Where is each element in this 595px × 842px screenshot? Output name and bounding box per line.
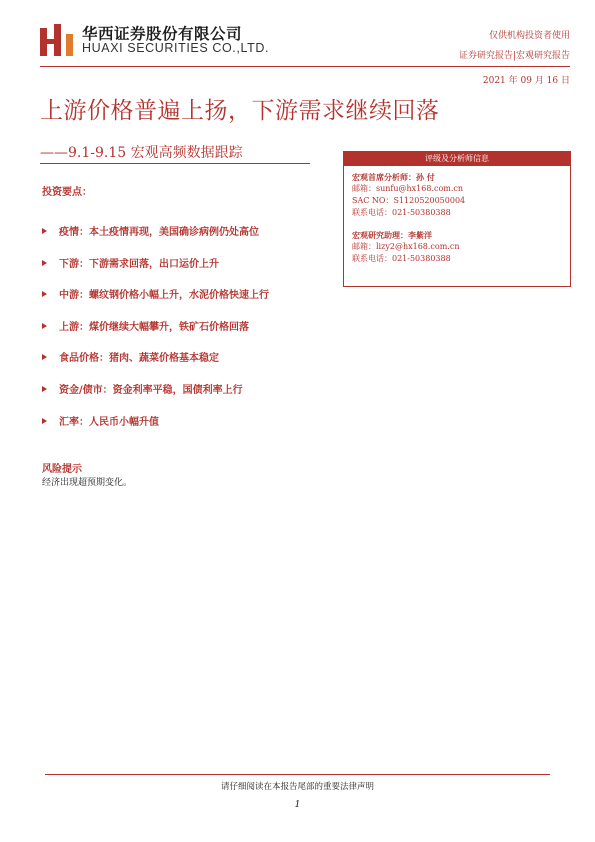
report-date: 2021 年 09 月 16 日 (482, 76, 570, 86)
report-title: 上游价格普遍上扬，下游需求继续回落 (40, 98, 440, 124)
risk-heading: 风险提示 (42, 464, 82, 475)
bullet-arrow-icon (42, 418, 47, 424)
key-point-item: 疫情：本土疫情再现，美国确诊病例仍处高位 (42, 223, 259, 238)
assistant-name: 宏观研究助理：李紫洋 (352, 230, 432, 240)
report-subtitle: ——9.1-9.15 宏观高频数据跟踪 (40, 145, 243, 161)
analyst-box-heading: 评级及分析师信息 (344, 152, 570, 166)
huaxi-logo-icon (40, 24, 74, 56)
key-point-item: 资金/债市：资金利率平稳，国债利率上行 (42, 381, 243, 396)
key-point-item: 汇率：人民币小幅升值 (42, 413, 159, 428)
audience-note: 仅供机构投资者使用 (488, 31, 570, 41)
key-point-item: 下游：下游需求回落，出口运价上升 (42, 255, 219, 270)
report-category: 证券研究报告|宏观研究报告 (458, 51, 570, 61)
chief-analyst-name: 宏观首席分析师：孙 付 (352, 172, 435, 182)
bullet-arrow-icon (42, 260, 47, 266)
risk-text: 经济出现超预期变化。 (42, 478, 133, 488)
company-name-cn: 华西证券股份有限公司 (82, 25, 243, 43)
company-name-en: HUAXI SECURITIES CO.,LTD. (82, 41, 270, 55)
key-point-item: 中游：螺纹钢价格小幅上升，水泥价格快速上行 (42, 286, 269, 301)
header-divider (40, 66, 570, 67)
analyst-info-box (343, 151, 571, 287)
key-points-heading: 投资要点： (42, 187, 92, 198)
bullet-arrow-icon (42, 323, 47, 329)
footer-divider (45, 774, 550, 775)
key-point-item: 上游：煤价继续大幅攀升，铁矿石价格回落 (42, 318, 249, 333)
assistant-phone: 联系电话：021-50380388 (352, 254, 451, 263)
chief-analyst-phone: 联系电话：021-50380388 (352, 208, 451, 217)
bullet-arrow-icon (42, 386, 47, 392)
key-point-item: 食品价格：猪肉、蔬菜价格基本稳定 (42, 349, 219, 364)
assistant-email: 邮箱：lizy2@hx168.com.cn (352, 242, 460, 251)
bullet-arrow-icon (42, 354, 47, 360)
subtitle-underline (40, 163, 310, 164)
bullet-arrow-icon (42, 291, 47, 297)
bullet-arrow-icon (42, 228, 47, 234)
chief-analyst-sac: SAC NO：S1120520050004 (352, 196, 466, 205)
page-number: 1 (294, 800, 301, 810)
chief-analyst-email: 邮箱：sunfu@hx168.com.cn (352, 184, 464, 193)
legal-notice: 请仔细阅读在本报告尾部的重要法律声明 (220, 782, 374, 792)
